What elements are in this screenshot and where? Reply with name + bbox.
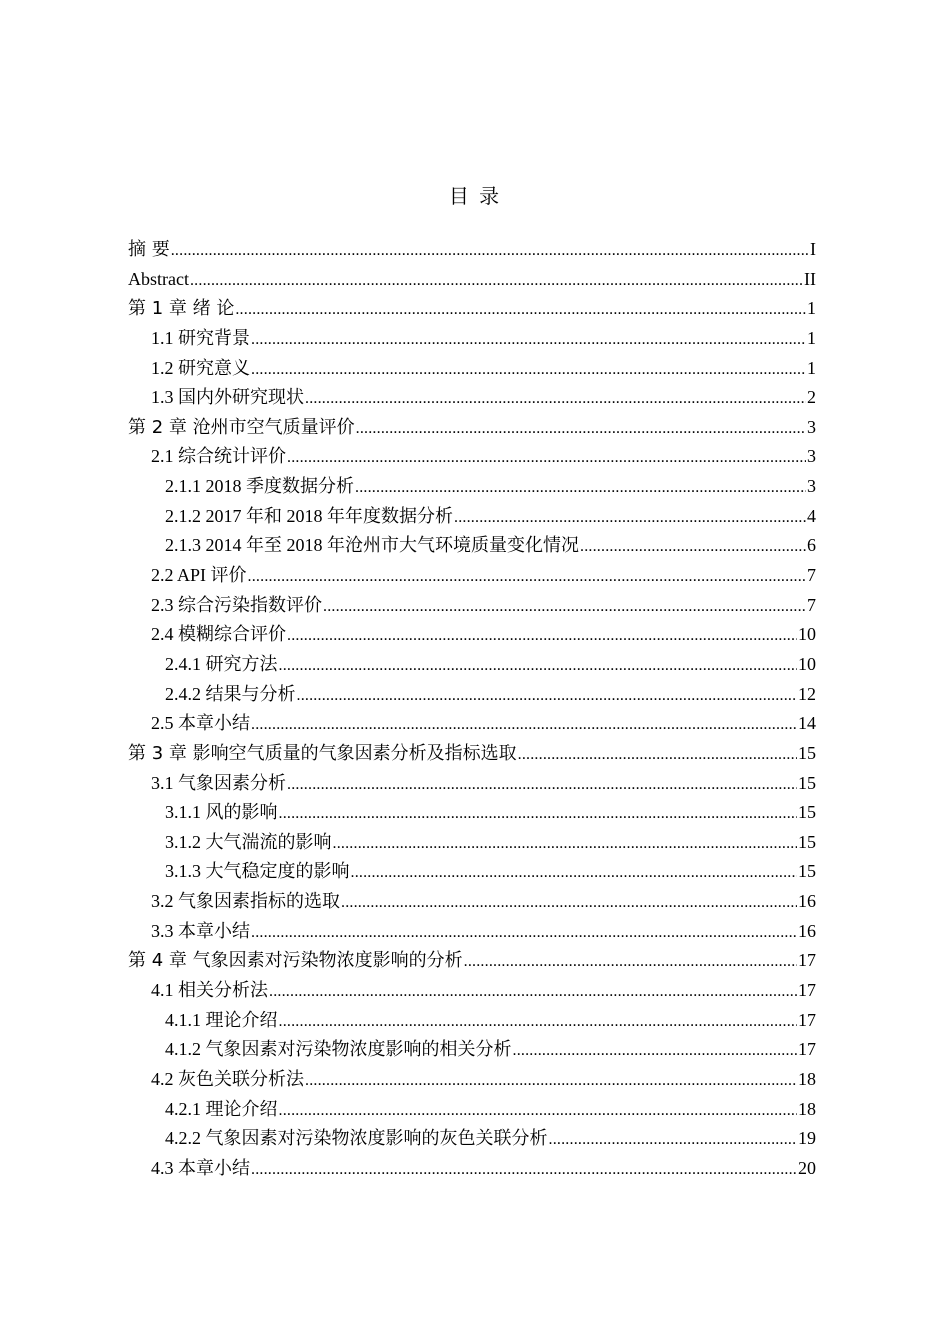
toc-entry[interactable] [128,413,816,443]
toc-entry-page-number: 18 [798,1098,816,1119]
toc-entry[interactable] [128,591,816,621]
toc-entry-page-number: 16 [798,920,816,941]
toc-entry-label: 3.1 气象因素分析 [151,772,286,793]
toc-entry-label: 3.1.2 大气湍流的影响 [165,831,332,852]
toc-entry-page-number: II [804,268,816,289]
toc-leader-dots [248,562,806,592]
toc-entry-label: 2.1.3 2014 年至 2018 年沧州市大气环境质量变化情况 [165,535,579,556]
toc-leader-dots [333,829,798,859]
toc-entry-label: 2.1.2 2017 年和 2018 年年度数据分析 [165,505,453,526]
toc-entry[interactable] [128,976,816,1006]
toc-entry-page-number: 15 [798,772,816,793]
toc-entry-page-number: 19 [798,1128,816,1149]
toc-entry-label: 摘 要 [128,239,170,260]
toc-leader-dots [279,651,798,681]
toc-entry-label: 2.4.1 研究方法 [165,653,278,674]
toc-leader-dots [287,770,797,800]
toc-entry[interactable] [128,1006,816,1036]
toc-leader-dots [251,355,806,385]
toc-entry-page-number: 17 [798,950,816,971]
toc-leader-dots [251,1155,797,1185]
toc-title: 目 录 [448,184,502,208]
toc-leader-dots [356,414,806,444]
toc-leader-dots [518,740,797,770]
toc-entry[interactable] [128,383,816,413]
toc-entry-page-number: 18 [798,1068,816,1089]
toc-entry[interactable] [128,294,816,324]
toc-entry-label: 4.1.2 气象因素对污染物浓度影响的相关分析 [165,1039,512,1060]
toc-entry-page-number: 15 [798,742,816,763]
toc-leader-dots [454,503,806,533]
toc-entry[interactable] [128,472,816,502]
toc-leader-dots [351,858,798,888]
toc-entry-label: 2.3 综合污染指数评价 [151,594,322,615]
toc-entry[interactable] [128,650,816,680]
toc-entry-page-number: 10 [798,653,816,674]
toc-entry-page-number: 2 [807,387,816,408]
toc-entry[interactable] [128,531,816,561]
toc-entry-label: 第 2 章 沧州市空气质量评价 [128,416,355,438]
toc-entry-label: 1.1 研究背景 [151,327,250,348]
toc-leader-dots [251,325,806,355]
toc-entry-page-number: 12 [798,683,816,704]
toc-entry[interactable] [128,1124,816,1154]
toc-leader-dots [269,977,797,1007]
toc-leader-dots [251,918,797,948]
toc-entry-label: 4.2.2 气象因素对污染物浓度影响的灰色关联分析 [165,1128,548,1149]
toc-entry-label: 4.1 相关分析法 [151,980,268,1001]
toc-entry-label: 3.3 本章小结 [151,920,250,941]
toc-entry-page-number: 17 [798,1039,816,1060]
toc-entry-label: 第 4 章 气象因素对污染物浓度影响的分析 [128,950,463,972]
toc-entry[interactable] [128,769,816,799]
toc-leader-dots [279,799,798,829]
toc-entry-page-number: 15 [798,802,816,823]
toc-entry-label: 4.3 本章小结 [151,1157,250,1178]
toc-entry-page-number: 7 [807,594,816,615]
toc-leader-dots [464,947,797,977]
toc-entry[interactable] [128,1065,816,1095]
toc-entry-page-number: I [810,239,816,259]
toc-leader-dots [355,473,806,503]
toc-entry[interactable] [128,739,816,769]
toc-entry-page-number: 6 [807,535,816,556]
toc-entry[interactable] [128,324,816,354]
toc-leader-dots [279,1007,798,1037]
toc-entry-label: 3.2 气象因素指标的选取 [151,891,340,912]
toc-entry[interactable] [128,828,816,858]
toc-entry-label: 第 3 章 影响空气质量的气象因素分析及指标选取 [128,742,517,764]
toc-entry-page-number: 16 [798,891,816,912]
toc-leader-dots [513,1036,798,1066]
toc-entry-page-number: 1 [807,357,816,378]
toc-entry[interactable] [128,354,816,384]
toc-entry[interactable] [128,798,816,828]
toc-entry[interactable] [128,680,816,710]
toc-entry[interactable] [128,917,816,947]
toc-leader-dots [549,1125,798,1155]
toc-entry-page-number: 20 [798,1157,816,1178]
toc-entry-page-number: 7 [807,565,816,586]
toc-entry-page-number: 4 [807,505,816,526]
toc-entry-page-number: 15 [798,831,816,852]
toc-entry-label: 3.1.3 大气稳定度的影响 [165,861,350,882]
toc-entry-label: 2.5 本章小结 [151,713,250,734]
toc-entry-page-number: 1 [807,298,816,319]
toc-entry-page-number: 17 [798,1009,816,1030]
toc-entry-label: 2.1 综合统计评价 [151,446,286,467]
toc-entry-label: 2.4.2 结果与分析 [165,683,296,704]
toc-entry[interactable] [128,887,816,917]
toc-leader-dots [190,266,803,296]
toc-entry-page-number: 17 [798,980,816,1001]
toc-entry-page-number: 3 [807,476,816,497]
toc-entry-label: 4.2.1 理论介绍 [165,1098,278,1119]
toc-entry[interactable] [128,442,816,472]
toc-leader-dots [305,1066,797,1096]
toc-entry-label: 2.4 模糊综合评价 [151,624,286,645]
toc-entry-label: 4.1.1 理论介绍 [165,1009,278,1030]
toc-entry-label: Abstract [128,268,189,289]
toc-leader-dots [323,592,806,622]
toc-entry-page-number: 14 [798,713,816,734]
toc-entry[interactable] [128,1035,816,1065]
toc-leader-dots [251,710,797,740]
toc-entry[interactable] [128,1095,816,1125]
toc-leader-dots [287,443,806,473]
toc-leader-dots [279,1096,798,1126]
toc-entry[interactable] [128,265,816,295]
toc-leader-dots [580,532,806,562]
toc-leader-dots [305,384,806,414]
toc-entry-page-number: 1 [807,327,816,348]
toc-entry[interactable] [128,946,816,976]
toc-entry[interactable] [128,1154,816,1184]
toc-entry-page-number: 3 [807,446,816,467]
toc-entry-page-number: 3 [807,416,816,437]
toc-entry-label: 1.3 国内外研究现状 [151,387,304,408]
toc-entry-label: 4.2 灰色关联分析法 [151,1068,304,1089]
toc-leader-dots [171,236,809,266]
toc-leader-dots [341,888,797,918]
toc-entry[interactable] [128,235,816,265]
toc-entry-label: 2.1.1 2018 季度数据分析 [165,476,354,497]
toc-leader-dots [297,681,798,711]
toc-entry-page-number: 15 [798,861,816,882]
toc-entry-label: 第 1 章 绪 论 [128,298,235,320]
toc-entry[interactable] [128,561,816,591]
toc-leader-dots [287,621,797,651]
toc-entry-label: 2.2 API 评价 [151,565,247,586]
toc-entry-label: 1.2 研究意义 [151,357,250,378]
toc-entry-page-number: 10 [798,624,816,645]
toc-entry[interactable] [128,709,816,739]
toc-entry[interactable] [128,620,816,650]
toc-list [128,235,816,1184]
toc-entry[interactable] [128,502,816,532]
toc-entry-label: 3.1.1 风的影响 [165,802,278,823]
toc-leader-dots [235,295,806,325]
toc-entry[interactable] [128,857,816,887]
